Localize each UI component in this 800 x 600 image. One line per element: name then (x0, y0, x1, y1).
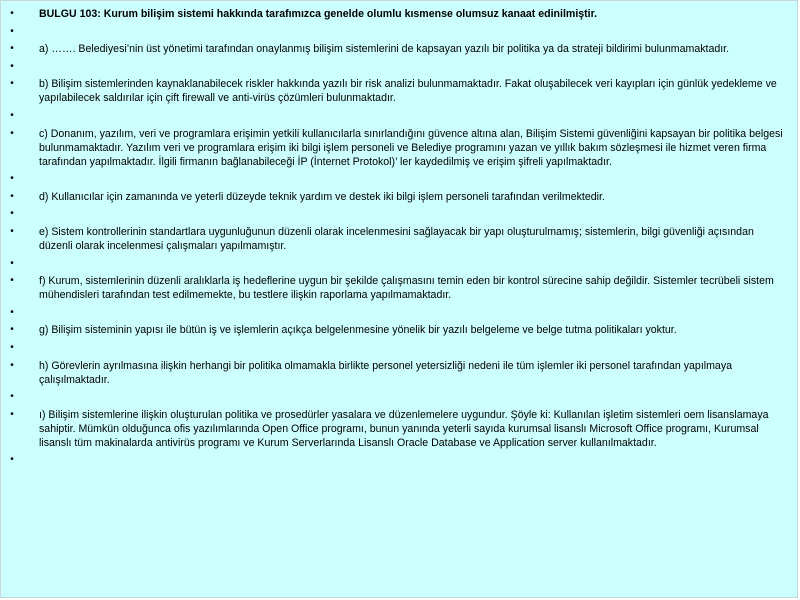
bullet-dot-icon: • (10, 43, 14, 55)
bullet-text: ı) Bilişim sistemlerine ilişkin oluşturulan politika ve prosedürler yasalara ve düzenlemelere uygundur. Şöyle ki: Kullanılan işletim sistemleri oem lisanslamaya sahiptir. Mümkün olduğunca ofis yazılımlarında Open Office programı, bunun yanında yeterli sayıda kurumsal lisanslı Microsoft Office programı, Kurumsal lisanslı tüm makinalarda antivirüs programı ve Kurum Serverlarında Lisanslı Oracle Database ve Application server kullanılmaktadır. (39, 408, 769, 449)
empty-bullet-item (1, 172, 797, 186)
bullet-text: h) Görevlerin ayrılmasına ilişkin herhangi bir politika olmamakla birlikte personel yetersizliği nedeni ile tüm işlemler iki personel tarafından yapılmaya çalışılmaktadır. (39, 359, 733, 386)
bullet-text: e) Sistem kontrollerinin standartlara uygunluğunun düzenli olarak incelenmesini sağlayacak bir yapı oluşturulmamış; sistemlerin, bilgi güvenliği açısından düzenli olarak incelenmesi çalışmaları yapılmamıştır. (39, 225, 754, 252)
empty-bullet-item (1, 453, 797, 467)
bullet-text: g) Bilişim sisteminin yapısı ile bütün iş ve işlemlerin açıkça belgelenmesine yönelik bir yazılı belgeleme ve belge tutma politikaları yoktur. (39, 324, 677, 337)
bullet-item (1, 274, 797, 302)
finding-heading: BULGU 103: Kurum bilişim sistemi hakkında tarafımızca genelde olumlu kısmense olumsuz kanaat edinilmiştir. (39, 8, 598, 20)
bullet-dot-icon: • (10, 60, 14, 72)
empty-bullet-item (1, 25, 797, 39)
bullet-dot-icon: • (10, 190, 14, 202)
bullet-item (1, 7, 797, 21)
bullet-dot-icon: • (10, 408, 14, 420)
empty-bullet-item (1, 257, 797, 271)
empty-bullet-item (1, 109, 797, 123)
bullet-item (1, 42, 797, 56)
bullet-item (1, 127, 797, 169)
bullet-text: a) ……. Belediyesi’nin üst yönetimi tarafından onaylanmış bilişim sistemlerini de kapsayan yazılı bir politika ya da strateji bildirimi bulunmamaktadır. (39, 43, 730, 56)
bullet-item (1, 190, 797, 204)
empty-bullet-item (1, 341, 797, 355)
bullet-text: b) Bilişim sistemlerinden kaynaklanabilecek riskler hakkında yazılı bir risk analizi bulunmamaktadır. Fakat oluşabilecek veri kayıpları için günlük yedekleme ve yapılabilecek saldırılar için çift firewall ve anti-virüs çözümleri bulunmaktadır. (39, 78, 777, 105)
bullet-item (1, 323, 797, 337)
bullet-dot-icon: • (10, 78, 14, 90)
bullet-dot-icon: • (10, 391, 14, 403)
bullet-dot-icon: • (10, 225, 14, 237)
bullet-dot-icon: • (10, 173, 14, 185)
bullet-list (1, 1, 797, 467)
bullet-dot-icon: • (10, 324, 14, 336)
bullet-dot-icon: • (10, 8, 14, 19)
empty-bullet-item (1, 306, 797, 320)
empty-bullet-item (1, 60, 797, 74)
bullet-dot-icon: • (10, 306, 14, 318)
bullet-dot-icon: • (10, 341, 14, 353)
bullet-dot-icon: • (10, 454, 14, 466)
bullet-item (1, 225, 797, 253)
bullet-text: c) Donanım, yazılım, veri ve programlara erişimin yetkili kullanıcılarla sınırlandığını güvence altına alan, Bilişim Sistemi güvenliğini kapsayan bir politika belgesi bulunmamaktadır. Yazılım veri ve programlara erişim iki bilgi işlem personeli ve Belediye programını yazan ve yıllık bakım sözleşmesi ile hizmet veren firma tarafından yapılmaktadır. İlgili firmanın bağlanabileceği İP (İnternet Protokol)’ ler kaydedilmiş ve erişim şifreli yapılmaktadır. (39, 127, 783, 168)
bullet-text: d) Kullanıcılar için zamanında ve yeterli düzeyde teknik yardım ve destek iki bilgi işlem personeli tarafından verilmektedir. (39, 190, 605, 203)
bullet-text: f) Kurum, sistemlerinin düzenli aralıklarla iş hedeflerine uygun bir şekilde çalışmasını temin eden bir kontrol sürecine sahip değildir. Sistemler tecrübeli sistem mühendisleri tarafından test edilmemekte, bu testlere ilişkin raporlama yapılmamaktadır. (39, 275, 774, 302)
bullet-dot-icon: • (10, 275, 14, 287)
empty-bullet-item (1, 207, 797, 221)
bullet-dot-icon: • (10, 359, 14, 371)
bullet-item (1, 359, 797, 387)
bullet-dot-icon: • (10, 109, 14, 121)
bullet-item (1, 408, 797, 450)
bullet-item (1, 77, 797, 105)
bullet-dot-icon: • (10, 257, 14, 269)
empty-bullet-item (1, 390, 797, 404)
bullet-dot-icon: • (10, 127, 14, 139)
bullet-dot-icon: • (10, 208, 14, 220)
bullet-dot-icon: • (10, 25, 14, 37)
